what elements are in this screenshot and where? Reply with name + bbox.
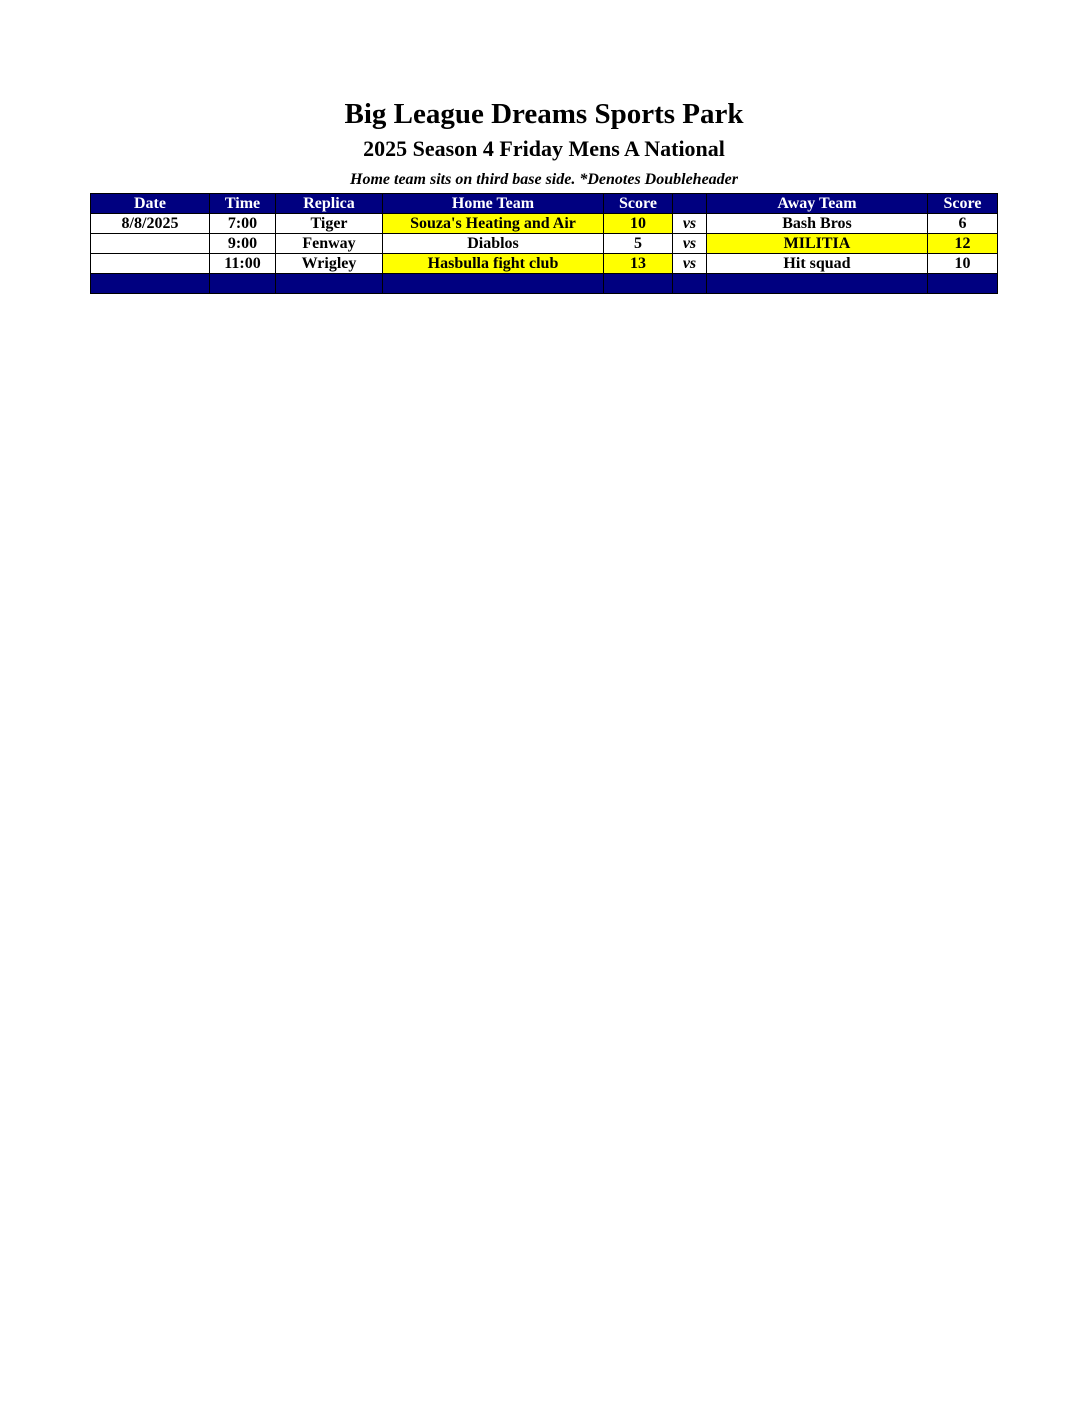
cell-vs: vs (673, 214, 707, 234)
cell-vs: vs (673, 254, 707, 274)
cell-date: 8/8/2025 (91, 214, 210, 234)
cell-time: 9:00 (210, 234, 276, 254)
column-header-away-team: Away Team (707, 194, 928, 214)
cell-replica: Tiger (276, 214, 383, 234)
cell-vs: vs (673, 234, 707, 254)
column-header-vs (673, 194, 707, 214)
cell-replica: Fenway (276, 234, 383, 254)
column-header-home-score: Score (604, 194, 673, 214)
cell-away-team: Bash Bros (707, 214, 928, 234)
cell-replica: Wrigley (276, 254, 383, 274)
cell-home-score: 10 (604, 214, 673, 234)
cell-home-score: 13 (604, 254, 673, 274)
page-subtitle: 2025 Season 4 Friday Mens A National (363, 136, 725, 161)
footer-cell (673, 274, 707, 294)
cell-time: 7:00 (210, 214, 276, 234)
footer-cell (604, 274, 673, 294)
cell-date (91, 254, 210, 274)
cell-home-team: Hasbulla fight club (383, 254, 604, 274)
cell-away-team: Hit squad (707, 254, 928, 274)
cell-date (91, 234, 210, 254)
cell-home-team: Diablos (383, 234, 604, 254)
footer-cell (276, 274, 383, 294)
schedule-note: Home team sits on third base side. *Denotes Doubleheader (350, 171, 738, 188)
column-header-home-team: Home Team (383, 194, 604, 214)
footer-cell (210, 274, 276, 294)
footer-cell (707, 274, 928, 294)
column-header-replica: Replica (276, 194, 383, 214)
table-row (91, 214, 998, 234)
table-header-row (91, 194, 998, 214)
schedule-table (90, 193, 998, 294)
column-header-away-score: Score (928, 194, 998, 214)
page-title: Big League Dreams Sports Park (344, 98, 744, 130)
cell-time: 11:00 (210, 254, 276, 274)
table-footer-row (91, 274, 998, 294)
column-header-date: Date (91, 194, 210, 214)
cell-away-team: MILITIA (707, 234, 928, 254)
column-header-time: Time (210, 194, 276, 214)
footer-cell (383, 274, 604, 294)
cell-home-score: 5 (604, 234, 673, 254)
table-row (91, 234, 998, 254)
cell-away-score: 12 (928, 234, 998, 254)
footer-cell (91, 274, 210, 294)
table-row (91, 254, 998, 274)
cell-home-team: Souza's Heating and Air (383, 214, 604, 234)
cell-away-score: 10 (928, 254, 998, 274)
footer-cell (928, 274, 998, 294)
cell-away-score: 6 (928, 214, 998, 234)
